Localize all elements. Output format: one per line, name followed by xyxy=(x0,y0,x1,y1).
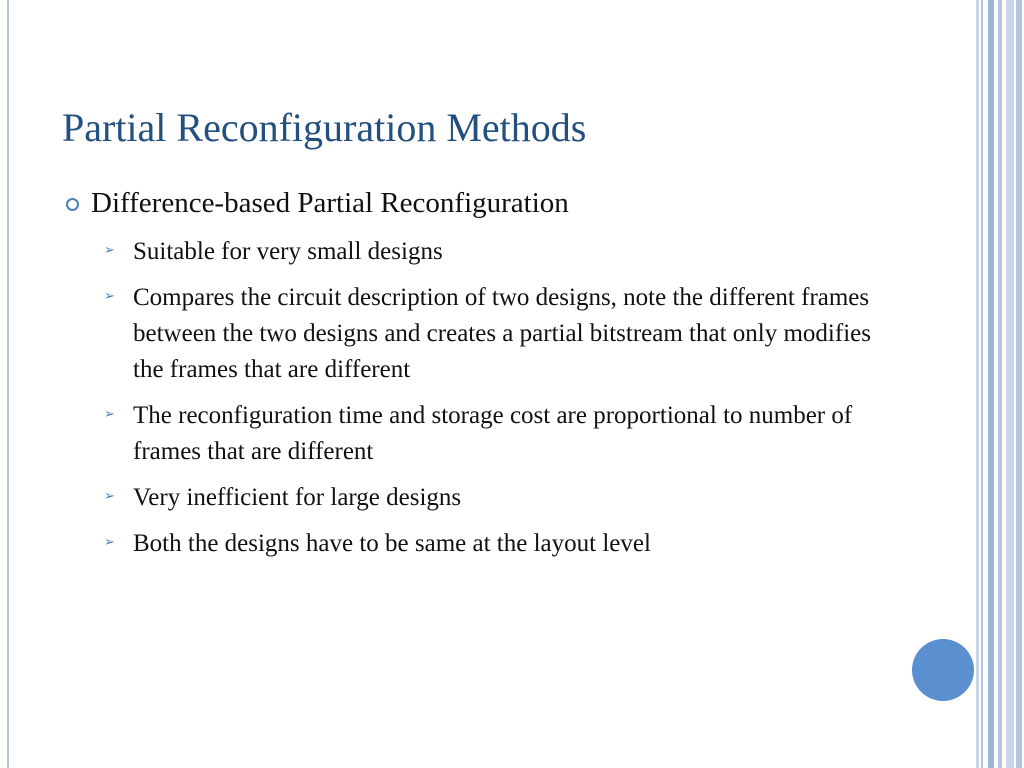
arrowhead-bullet-icon: ➢ xyxy=(104,407,115,422)
arrowhead-bullet-icon: ➢ xyxy=(104,289,115,304)
arrowhead-bullet-icon: ➢ xyxy=(104,489,115,504)
decorative-circle xyxy=(912,639,974,701)
ring-bullet-icon xyxy=(66,198,79,211)
stripe xyxy=(988,0,994,768)
left-decorative-rule xyxy=(7,0,9,768)
arrowhead-bullet-icon: ➢ xyxy=(104,535,115,550)
stripe xyxy=(981,0,983,768)
arrowhead-bullet-icon: ➢ xyxy=(104,243,115,258)
sub-bullet-item xyxy=(104,280,894,388)
sub-bullet-item xyxy=(104,398,894,470)
sub-bullet-text: Compares the circuit description of two designs, note the different frames between the two designs and creates a partial bitstream that only modifies the frames that are different xyxy=(133,284,871,383)
sub-bullet-text: Both the designs have to be same at the layout level xyxy=(133,530,651,557)
stripe xyxy=(1006,0,1014,768)
sub-bullet-list xyxy=(104,234,894,572)
level1-bullet xyxy=(66,187,569,220)
stripe xyxy=(976,0,979,768)
sub-bullet-text: Suitable for very small designs xyxy=(133,238,443,265)
sub-bullet-item xyxy=(104,526,894,562)
sub-bullet-text: The reconfiguration time and storage cost are proportional to number of frames that are different xyxy=(133,402,853,465)
sub-bullet-item xyxy=(104,234,894,270)
stripe xyxy=(998,0,1002,768)
sub-bullet-item xyxy=(104,480,894,516)
slide-title: Partial Reconfiguration Methods xyxy=(62,105,587,150)
level1-bullet-text: Difference-based Partial Reconfiguration xyxy=(91,187,569,219)
sub-bullet-text: Very inefficient for large designs xyxy=(133,484,462,511)
right-decorative-stripes xyxy=(976,0,1024,768)
stripe xyxy=(1016,0,1022,768)
